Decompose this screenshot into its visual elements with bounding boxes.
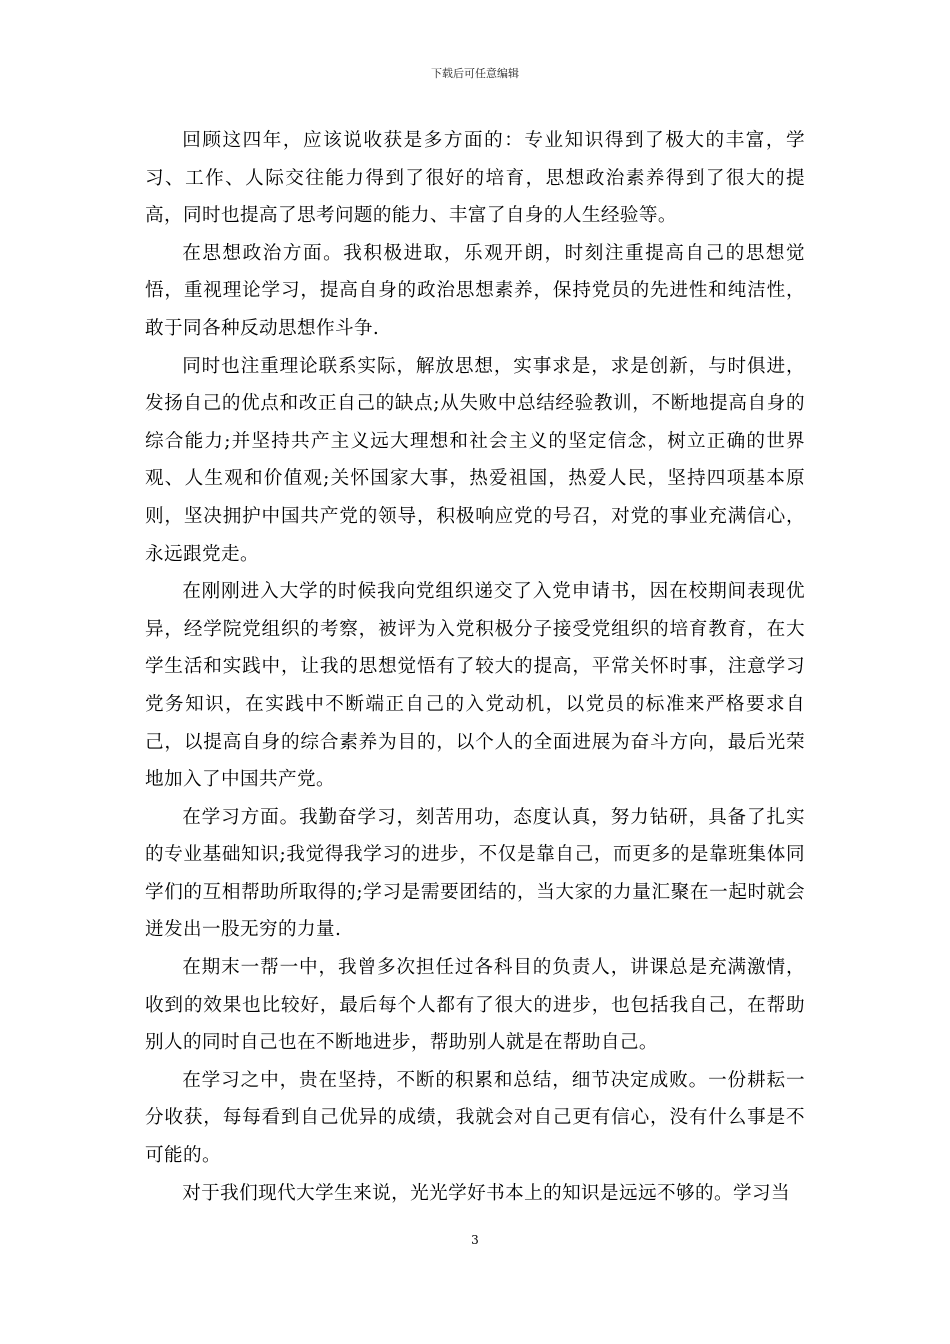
page-number: 3	[471, 1233, 479, 1247]
paragraph-persistence: 在学习之中，贵在坚持，不断的积累和总结，细节决定成败。一份耕耘一分收获，每每看到自己优异的成绩，我就会对自己更有信心，没有什么事是不可能的。	[145, 1069, 805, 1167]
paragraph-beyond-books: 对于我们现代大学生来说，光光学好书本上的知识是远远不够的。学习当	[182, 1182, 790, 1204]
paragraph-theory-practice: 同时也注重理论联系实际，解放思想，实事求是，求是创新，与时俱进，发扬自己的优点和改正自己的缺点;从失败中总结经验教训，不断地提高自身的综合能力;并坚持共产主义远大理想和社会主义的坚定信念，树立正确的世界观、人生观和价值观;关怀国家大事，热爱祖国，热爱人民，坚持四项基本原则，坚决拥护中国共产党的领导，积极响应党的号召，对党的事业充满信心，永远跟党走。	[145, 355, 805, 565]
paragraph-political-thought: 在思想政治方面。我积极进取，乐观开朗，时刻注重提高自己的思想觉悟，重视理论学习，提高自身的政治思想素养，保持党员的先进性和纯洁性，敢于同各种反动思想作斗争.	[145, 242, 805, 339]
page-header: 下载后可任意编辑	[431, 67, 519, 80]
paragraph-party-application: 在刚刚进入大学的时候我向党组织递交了入党申请书，因在校期间表现优异，经学院党组织的考察，被评为入党积极分子接受党组织的培育教育，在大学生活和实践中，让我的思想觉悟有了较大的提高，平常关怀时事，注意学习党务知识，在实践中不断端正自己的入党动机，以党员的标准来严格要求自己，以提高自身的综合素养为目的，以个人的全面进展为奋斗方向，最后光荣地加入了中国共产党。	[145, 581, 805, 791]
paragraph-peer-help: 在期末一帮一中，我曾多次担任过各科目的负责人，讲课总是充满激情，收到的效果也比较好，最后每个人都有了很大的进步，也包括我自己，在帮助别人的同时自己也在不断地进步，帮助别人就是在帮助自己。	[145, 957, 805, 1054]
paragraph-study: 在学习方面。我勤奋学习，刻苦用功，态度认真，努力钻研，具备了扎实的专业基础知识;我觉得我学习的进步，不仅是靠自己，而更多的是靠班集体同学们的互相帮助所取得的;学习是需要团结的，当大家的力量汇聚在一起时就会迸发出一股无穷的力量.	[145, 806, 805, 941]
paragraph-review: 回顾这四年，应该说收获是多方面的：专业知识得到了极大的丰富，学习、工作、人际交往能力得到了很好的培育，思想政治素养得到了很大的提高，同时也提高了思考问题的能力、丰富了自身的人生经验等。	[145, 130, 805, 227]
document-body	[145, 122, 805, 1212]
